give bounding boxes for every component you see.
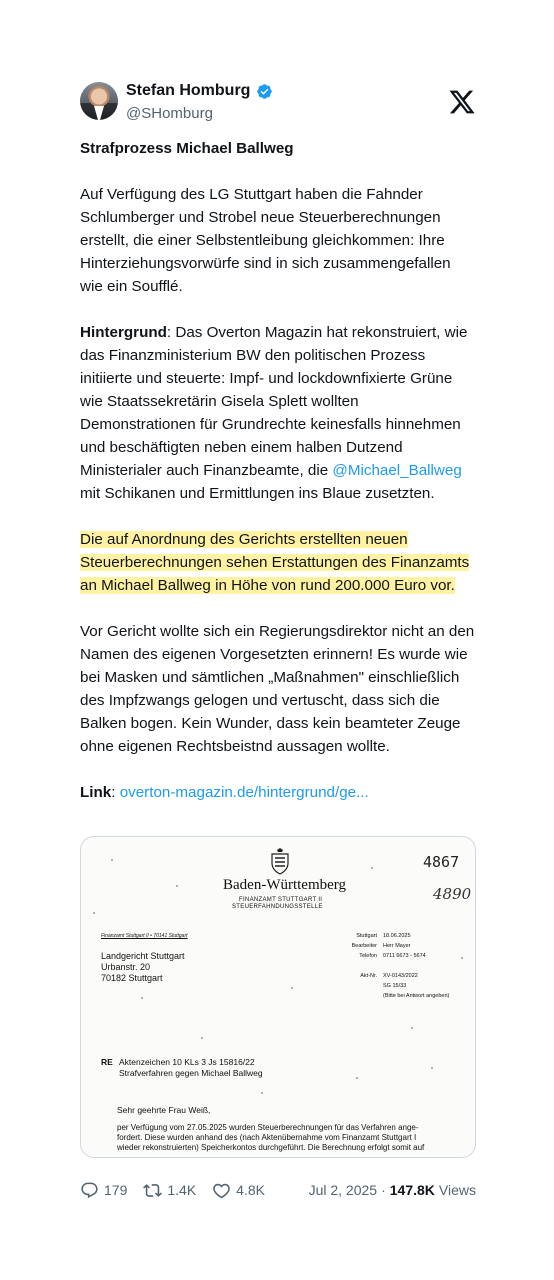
paragraph-2-label: Hintergrund — [80, 324, 167, 341]
repost-count: 1.4K — [167, 1182, 197, 1198]
highlighted-text: Die auf Anordnung des Gerichts erstellten neuen Steuerberechnungen sehen Erstattungen des Finanzamts an Michael Ballweg in Höhe von rund 200.000 Euro vor. — [80, 531, 470, 594]
repost-icon — [143, 1181, 162, 1200]
paragraph-2-text-b: mit Schikanen und Ermittlungen ins Blaue zusetzten. — [80, 485, 435, 502]
display-name[interactable]: Stefan Homburg — [126, 82, 251, 99]
views-label: Views — [438, 1182, 476, 1198]
handwritten-number-1: 4867 — [423, 853, 460, 871]
paragraph-4: Vor Gericht wollte sich ein Regierungsdirektor nicht an den Namen des eigenen Vorgesetzten erinnern! Es wurde wie bei Masken und sämtlichen „Maßnahmen" einschließlich des Impfzwangs gelogen und vertuscht, dass sich die Balken bogen. Kein Wunder, dass kein beamteter Zeuge ohne eigenen Rechtsbeistnd aussagen wollte. — [80, 623, 475, 755]
reply-count: 179 — [104, 1182, 128, 1198]
case-number: Aktenzeichen 10 KLs 3 Js 15816/22 — [119, 1057, 255, 1067]
external-link[interactable]: overton-magazin.de/hintergrund/ge... — [119, 784, 369, 801]
meta-row: Stuttgart 18.06.2025 — [356, 933, 411, 939]
x-logo-icon[interactable] — [448, 88, 476, 116]
post-text — [80, 137, 476, 827]
office-line-1: FINANZAMT STUTTGART II — [239, 897, 323, 903]
recipient-line: Landgericht Stuttgart — [101, 951, 185, 961]
state-name: Baden-Württemberg — [223, 877, 347, 893]
action-bar — [80, 1180, 476, 1200]
meta-row — [325, 961, 449, 971]
paragraph-2 — [80, 321, 476, 505]
verified-badge-icon — [256, 83, 273, 100]
recipient-line: Urbanstr. 20 — [101, 962, 151, 972]
letter-body-line: per Verfügung vom 27.05.2025 wurden Steuerberechnungen für das Verfahren ange- — [117, 1123, 419, 1132]
heart-icon — [212, 1181, 231, 1200]
post-header — [80, 82, 476, 126]
paragraph-3 — [80, 528, 476, 597]
recipient-line: 70182 Stuttgart — [101, 973, 163, 983]
mention-link[interactable]: @Michael_Ballweg — [332, 462, 462, 479]
paragraph-1: Auf Verfügung des LG Stuttgart haben die Fahnder Schlumberger und Strobel neue Steuerberechnungen erstellt, die einer Selbstentleibung gleichkommen: Ihre Hinterziehungsvorwürfe sind in sich zusammengefallen wie ein Soufflé. — [80, 186, 451, 295]
case-reference — [101, 1057, 263, 1079]
recipient-address — [101, 951, 185, 984]
post-title: Strafprozess Michael Ballweg — [80, 140, 294, 157]
paragraph-2-text-a: : Das Overton Magazin hat rekonstruiert, wie das Finanzministerium BW den politischen Prozess initiierte und steuerte: Impf- und lockdownfixierte Grüne wie Staatssekretärin Gisela Splett wollten Demonstrationen für Grundrechte keinesfalls hinnehmen und beschäftigten neben einem halben Dutzend Ministerialer auch Finanzbeamte, die — [80, 324, 468, 479]
letter-body — [117, 1123, 476, 1153]
meta-row: Akt-Nr. XV-0143/2022 — [360, 973, 418, 979]
letter-meta — [325, 931, 449, 1001]
office-line-2: STEUERFAHNDUNGSSTELLE — [232, 904, 323, 910]
link-line: Link: overton-magazin.de/hintergrund/ge... — [80, 784, 369, 801]
avatar[interactable] — [80, 82, 118, 120]
reply-icon — [80, 1181, 99, 1200]
case-description: Strafverfahren gegen Michael Ballweg — [119, 1068, 263, 1078]
case-key: RE — [101, 1057, 113, 1067]
letter-greeting: Sehr geehrte Frau Weiß, — [117, 1105, 211, 1115]
sender-line: Finanzamt Stuttgart II • 70141 Stuttgart — [101, 933, 188, 939]
view-count[interactable]: 147.8K — [389, 1182, 435, 1198]
letter-body-line: fordert. Diese wurden anhand des (nach Aktenübernahme vom Finanzamt Stuttgart I — [117, 1133, 417, 1142]
attached-image[interactable] — [80, 836, 476, 1158]
post-meta — [309, 1182, 476, 1198]
reply-button[interactable] — [80, 1181, 127, 1200]
meta-row: Telefon 0711 6673 - 5674 — [359, 953, 426, 959]
repost-button[interactable] — [143, 1181, 196, 1200]
meta-separator: · — [381, 1182, 386, 1198]
meta-row: SG 15/33 — [383, 983, 407, 989]
letter-body-line: wieder rekonstruierten) Speicherkontos durchgeführt. Die Berechnung erfolgt somit auf — [117, 1143, 425, 1152]
like-count: 4.8K — [236, 1182, 265, 1198]
handwritten-number-2: 4890 — [433, 885, 472, 903]
link-label: Link — [80, 784, 112, 801]
like-button[interactable] — [212, 1181, 265, 1200]
meta-row: (Bitte bei Antwort angeben) — [383, 993, 450, 999]
name-row — [126, 82, 273, 100]
post-date[interactable]: Jul 2, 2025 — [308, 1182, 378, 1198]
meta-row: Bearbeiter Herr Mayer — [351, 943, 411, 949]
document-scan — [81, 837, 476, 1158]
coat-of-arms-icon — [269, 847, 291, 875]
user-handle[interactable]: @SHomburg — [126, 105, 213, 122]
